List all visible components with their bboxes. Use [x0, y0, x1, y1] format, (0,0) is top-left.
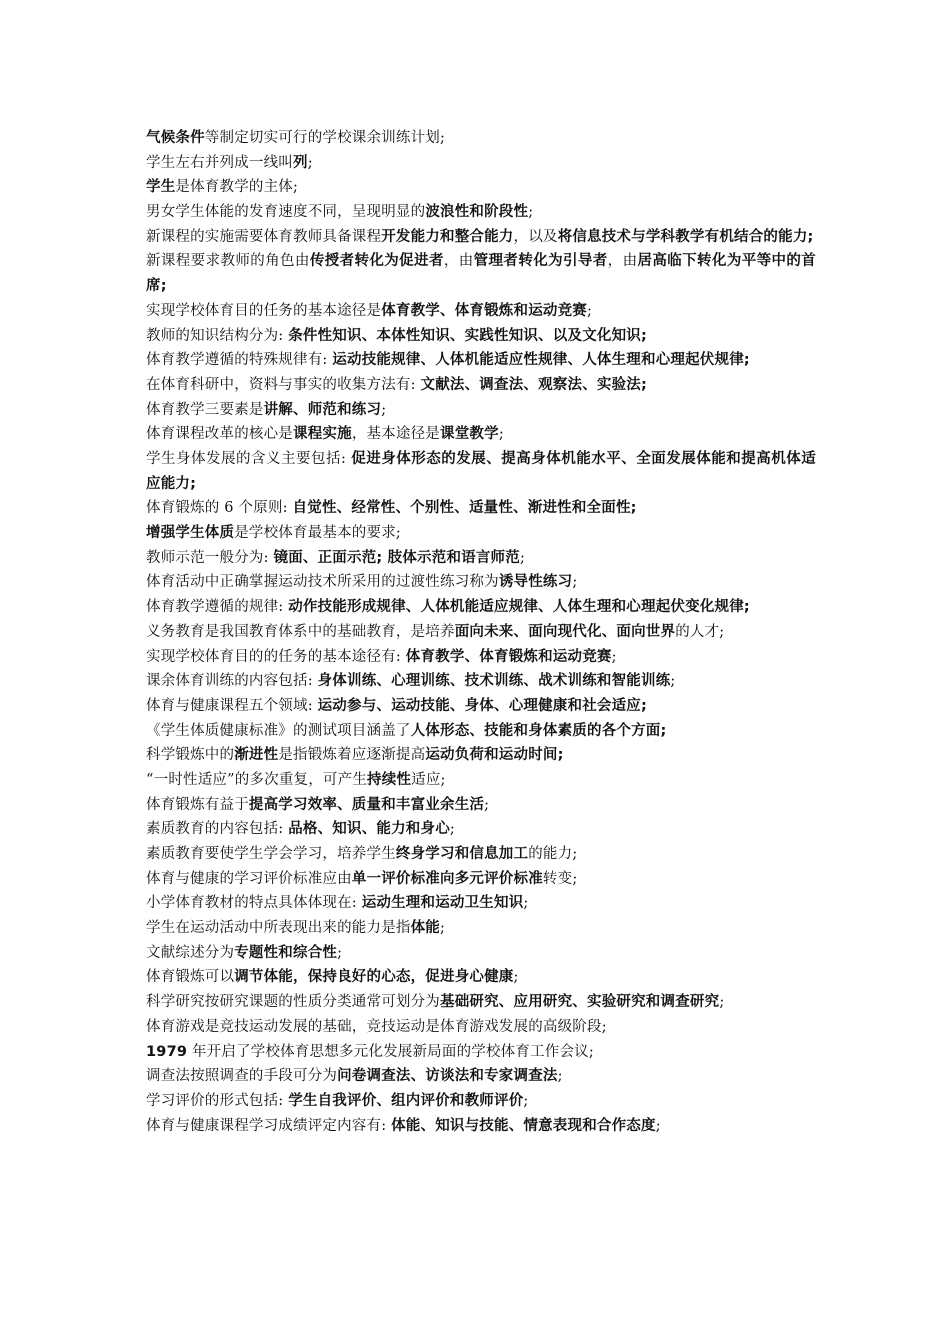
- text-run: 学习评价的形式包括:: [146, 1092, 289, 1109]
- text-run: ;: [670, 673, 676, 690]
- text-line: [146, 496, 816, 521]
- text-run: 实现学校体育目的的任务的基本途径有:: [146, 648, 406, 665]
- text-line: [146, 1114, 816, 1139]
- text-run: 素质教育要使学生学会学习，培养学生: [146, 846, 396, 863]
- text-line: [146, 990, 816, 1015]
- text-line: [146, 299, 816, 324]
- bold-text: 传授者转化为促进者: [309, 253, 444, 270]
- text-run: 新课程的实施需要体育教师具备课程: [146, 228, 382, 245]
- text-run: 男女学生体能的发育速度不同，呈现明显的: [146, 204, 426, 221]
- text-line: [146, 768, 816, 793]
- text-run: 教师的知识结构分为:: [146, 327, 289, 344]
- bold-text: 人体形态、技能和身体素质的各个方面;: [410, 722, 667, 739]
- text-run: 科学研究按研究课题的性质分类通常可划分为: [146, 994, 440, 1011]
- text-run: 体育与健康课程五个领域:: [146, 697, 318, 714]
- bold-text: 文献法、调查法、观察法、实验法;: [420, 376, 647, 393]
- text-run: 《学生体质健康标准》的测试项目涵盖了: [146, 722, 411, 739]
- text-run: ，基本途径是: [351, 426, 441, 443]
- text-run: 素质教育的内容包括:: [146, 821, 289, 838]
- bold-text: 单一评价标准向多元评价标准: [351, 870, 543, 887]
- text-line: [146, 941, 816, 966]
- text-run: 课余体育训练的内容包括:: [146, 673, 318, 690]
- text-line: [146, 965, 816, 990]
- bold-text: 诱导性练习: [498, 574, 573, 591]
- text-line: [146, 126, 816, 151]
- text-line: [146, 669, 816, 694]
- text-run: “一时性适应”的多次重复，可产生: [146, 771, 368, 788]
- bold-text: 调节体能，保持良好的心态，促进身心健康: [234, 969, 514, 986]
- bold-text: 终身学习和信息加工: [395, 846, 529, 863]
- text-run: ;: [719, 994, 725, 1011]
- bold-text: 动作技能形成规律、人体机能适应规律、人体生理和心理起伏变化规律;: [288, 599, 750, 616]
- text-run: ;: [572, 574, 578, 591]
- bold-text: 气候条件: [146, 130, 205, 146]
- bold-text: 基础研究、应用研究、实验研究和调查研究: [440, 994, 720, 1011]
- bold-text: 身体训练、心理训练、技术训练、战术训练和智能训练: [317, 673, 671, 690]
- text-run: ;: [513, 969, 519, 986]
- bold-text: 体能、知识与技能、情意表现和合作态度: [391, 1117, 656, 1134]
- text-run: ;: [337, 944, 343, 961]
- text-run: 转变;: [542, 870, 578, 887]
- bold-text: 开发能力和整合能力: [381, 228, 514, 245]
- text-line: [146, 694, 816, 719]
- text-line: [146, 595, 816, 620]
- text-run: 适应;: [411, 771, 446, 788]
- text-run: 教师示范一般分为:: [146, 549, 274, 566]
- bold-text: 课程实施: [293, 426, 352, 443]
- text-line: [146, 743, 816, 768]
- text-line: [146, 373, 816, 398]
- text-run: ;: [655, 1117, 661, 1134]
- text-run: ;: [440, 920, 446, 937]
- bold-text: 面向未来、面向现代化、面向世界: [454, 623, 676, 640]
- text-line: [146, 1040, 816, 1065]
- text-line: [146, 1089, 816, 1114]
- bold-text: 讲解、师范和练习: [263, 401, 382, 418]
- bold-text: 增强学生体质: [146, 525, 235, 542]
- text-line: [146, 398, 816, 423]
- text-line: [146, 817, 816, 842]
- text-line: [146, 200, 816, 225]
- text-run: 是体育教学的主体;: [175, 179, 299, 196]
- text-line: [146, 348, 816, 373]
- text-run: ;: [611, 648, 617, 665]
- text-line: [146, 916, 816, 941]
- bold-text: 将信息技术与学科教学有机结合的能力;: [557, 228, 814, 245]
- text-run: ;: [307, 154, 313, 171]
- text-run: ，以及: [513, 228, 558, 245]
- bold-text: 品格、知识、能力和身心: [288, 821, 450, 838]
- text-run: 体育锻炼有益于: [146, 796, 249, 813]
- bold-text: 运动生理和运动卫生知识: [361, 895, 524, 912]
- text-run: ;: [587, 302, 593, 319]
- text-run: 体育与健康课程学习成绩评定内容有:: [146, 1117, 392, 1134]
- bold-text: 体育教学、体育锻炼和运动竞赛: [405, 648, 612, 665]
- text-run: 学生在运动活动中所表现出来的能力是指: [146, 920, 411, 937]
- bold-text: 持续性: [367, 771, 412, 788]
- text-run: 的能力;: [528, 846, 578, 863]
- bold-text: 促进身体形态的发展、提高身体机能水平、全面发展体能和提高机体适应能力;: [146, 451, 816, 492]
- bold-text: 管理者转化为引导者: [473, 253, 608, 270]
- text-run: ;: [498, 426, 504, 443]
- text-line: [146, 645, 816, 670]
- text-run: 体育教学遵循的特殊规律有:: [146, 352, 333, 369]
- text-run: ;: [519, 549, 526, 566]
- bold-text: 渐进性: [234, 747, 279, 764]
- text-run: 体育课程改革的核心是: [146, 426, 293, 443]
- text-run: 新课程要求教师的角色由: [146, 253, 310, 270]
- text-line: [146, 324, 816, 349]
- text-run: 体育教学遵循的规律:: [146, 599, 289, 616]
- bold-text: 专题性和综合性: [234, 944, 338, 961]
- bold-text: 自觉性、经常性、个别性、适量性、渐进性和全面性;: [292, 500, 637, 517]
- bold-text: 1979: [146, 1043, 188, 1060]
- bold-text: 问卷调查法、访谈法和专家调查法: [337, 1068, 558, 1085]
- text-line: [146, 891, 816, 916]
- text-run: 是指锻炼着应逐渐提高: [278, 747, 426, 764]
- text-run: 义务教育是我国教育体系中的基础教育，是培养: [146, 623, 455, 640]
- text-line: [146, 1064, 816, 1089]
- bold-text: 体能: [410, 920, 441, 937]
- bold-text: 提高学习效率、质量和丰富业余生活: [248, 796, 485, 813]
- text-run: ，由: [443, 253, 474, 270]
- text-run: 体育游戏是竞技运动发展的基础，竞技运动是体育游戏发展的高级阶段;: [146, 1018, 607, 1035]
- bold-text: 条件性知识、本体性知识、实践性知识、以及文化知识;: [288, 327, 647, 344]
- text-line: [146, 620, 816, 645]
- text-run: ;: [523, 895, 529, 912]
- text-run: ;: [381, 401, 387, 418]
- text-run: 调查法按照调查的手段可分为: [146, 1068, 338, 1085]
- text-line: [146, 546, 816, 571]
- text-run: 实现学校体育目的任务的基本途径是: [146, 302, 382, 319]
- bold-text: 课堂教学: [440, 426, 499, 443]
- text-run: 体育与健康的学习评价标准应由: [146, 870, 352, 887]
- text-line: [146, 1015, 816, 1040]
- text-run: 文献综述分为: [146, 944, 235, 961]
- text-run: 科学锻炼中的: [146, 747, 235, 764]
- text-line: [146, 422, 816, 447]
- text-run: 学生左右并列成一线叫: [146, 154, 293, 171]
- text-run: 体育锻炼可以: [146, 969, 235, 986]
- bold-text: 运动参与、运动技能、身体、心理健康和社会适应;: [317, 697, 647, 714]
- text-run: ;: [523, 1092, 529, 1109]
- text-line: [146, 842, 816, 867]
- bold-text: 学生: [146, 179, 176, 196]
- text-line: [146, 867, 816, 892]
- text-run: ，由: [607, 253, 638, 270]
- text-line: [146, 719, 816, 744]
- text-run: 的人才;: [675, 623, 725, 640]
- text-run: 学生身体发展的含义主要包括:: [146, 451, 352, 467]
- text-run: 体育锻炼的 6 个原则:: [146, 500, 293, 517]
- bold-text: 运动负荷和运动时间;: [425, 747, 564, 764]
- text-run: ;: [528, 204, 534, 221]
- bold-text: 运动技能规律、人体机能适应性规律、人体生理和心理起伏规律;: [332, 352, 750, 369]
- text-line: [146, 175, 816, 200]
- bold-text: 列: [293, 154, 308, 171]
- text-run: 小学体育教材的特点具体体现在:: [146, 895, 362, 912]
- text-run: ;: [557, 1068, 563, 1085]
- text-run: 年开启了学校体育思想多元化发展新局面的学校体育工作会议;: [187, 1043, 594, 1060]
- text-run: 在体育科研中，资料与事实的收集方法有:: [146, 376, 421, 393]
- text-line: [146, 521, 816, 546]
- text-line: [146, 225, 816, 250]
- text-line: [146, 570, 816, 595]
- bold-text: 学生自我评价、组内评价和教师评价: [288, 1092, 524, 1109]
- text-run: 是学校体育最基本的要求;: [234, 525, 401, 542]
- bold-text: 体育教学、体育锻炼和运动竞赛: [381, 302, 588, 319]
- text-line: [146, 793, 816, 818]
- bold-text: 波浪性和阶段性: [425, 204, 529, 221]
- text-line: [146, 447, 816, 496]
- text-run: 等制定切实可行的学校课余训练计划;: [204, 130, 446, 146]
- text-line: [146, 249, 816, 298]
- document-body: [146, 126, 816, 1138]
- bold-text: 镜面、正面示范; 肢体示范和语言师范: [273, 549, 520, 566]
- text-run: 体育教学三要素是: [146, 401, 264, 418]
- text-run: ;: [484, 796, 490, 813]
- bold-text: 居高临下转化为平等中的首席;: [146, 253, 816, 295]
- text-run: 体育活动中正确掌握运动技术所采用的过渡性练习称为: [146, 574, 499, 591]
- text-line: [146, 151, 816, 176]
- text-run: ;: [449, 821, 455, 838]
